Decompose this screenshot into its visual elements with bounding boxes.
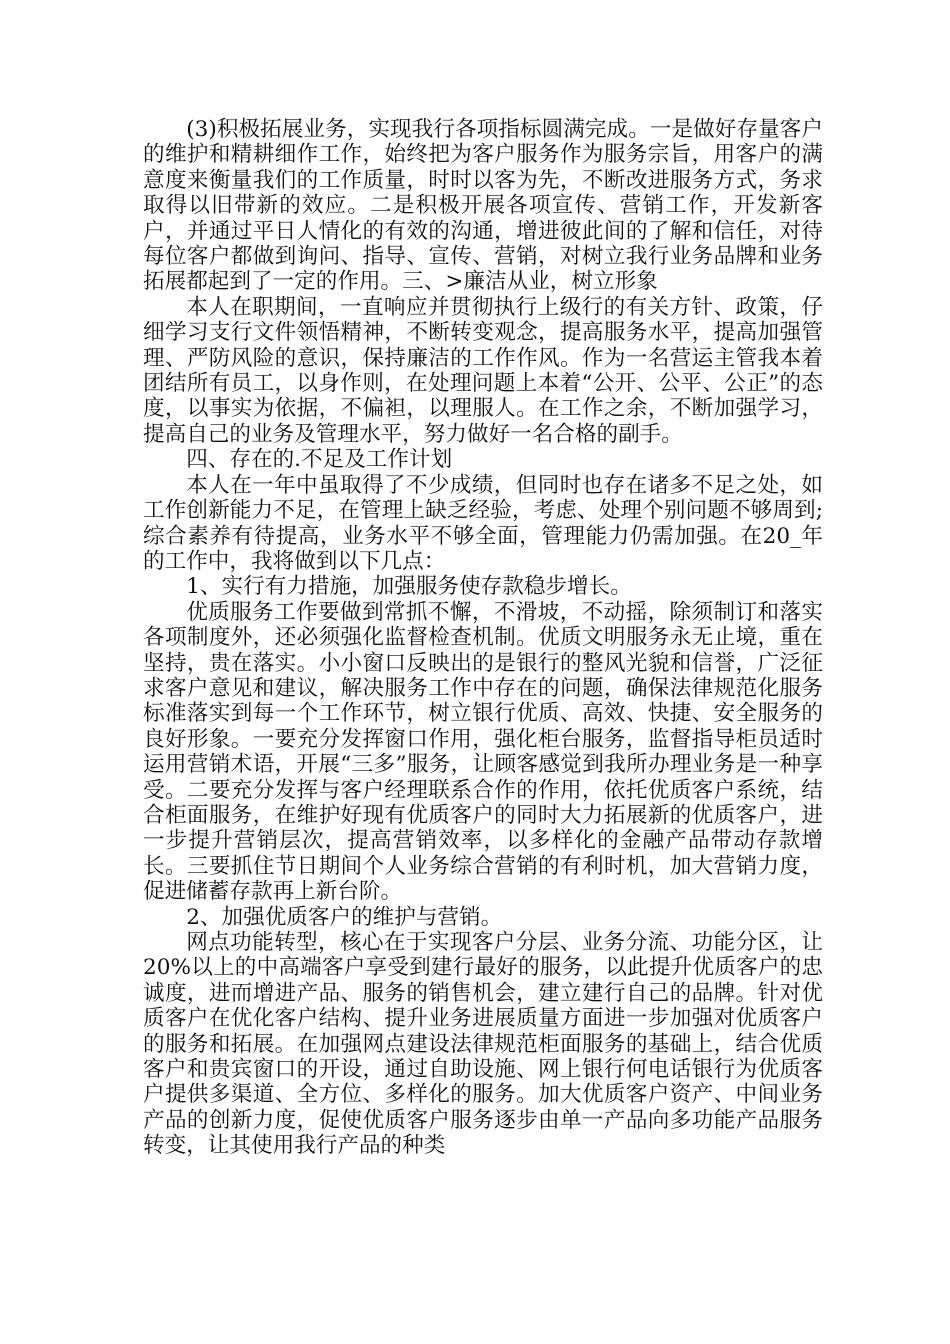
paragraph-quality-service: 优质服务工作要做到常抓不懈，不滑坡，不动摇，除须制订和落实各项制度外，还必须强化监督检查机制。优质文明服务永无止境，重在坚持，贵在落实。小小窗口反映出的是银行的整风光貌和信誉，广泛征求客户意见和建议，解决服务工作中存在的问题，确保法律规范化服务标准落实到每一个工作环节，树立银行优质、高效、快捷、安全服务的良好形象。一要充分发挥窗口作用，强化柜台服务，监督指导柜员适时运用营销术语，开展“三多”服务，让顾客感觉到我所办理业务是一种享受。二要充分发挥与客户经理联系合作的作用，依托优质客户系统，结合柜面服务，在维护好现有优质客户的同时大力拓展新的优质客户，进一步提升营销层次，提高营销效率，以多样化的金融产品带动存款增长。三要抓住节日期间个人业务综合营销的有利时机，加大营销力度，促进储蓄存款再上新台阶。 (143, 599, 823, 905)
heading-point-1: 1、实行有力措施，加强服务使存款稳步增长。 (186, 574, 632, 600)
paragraph-shortcomings: 本人在一年中虽取得了不少成绩，但同时也存在诸多不足之处，如工作创新能力不足，在管理上缺乏经验，考虑、处理个别问题不够周到;综合素养有待提高，业务水平不够全面，管理能力仍需加强。在20_年的工作中，我将做到以下几点： (143, 472, 823, 574)
paragraph-business-expansion: (3)积极拓展业务，实现我行各项指标圆满完成。一是做好存量客户的维护和精耕细作工作，始终把为客户服务作为服务宗旨，用客户的满意度来衡量我们的工作质量，时时以客为先，不断改进服务方式，务求取得以旧带新的效应。二是积极开展各项宣传、营销工作，开发新客户，并通过平日人情化的有效的沟通，增进彼此间的了解和信任，对待每位客户都做到询问、指导、宣传、营销，对树立我行业务品牌和业务拓展都起到了一定的作用。三、>廉洁从业，树立形象 (143, 117, 823, 295)
document-body (143, 117, 823, 1159)
paragraph-integrity: 本人在职期间，一直响应并贯彻执行上级行的有关方针、政策，仔细学习支行文件领悟精神，不断转变观念，提高服务水平，提高加强管理、严防风险的意识，保持廉洁的工作作风。作为一名营运主管我本着团结所有员工，以身作则，在处理问题上本着“公开、公平、公正”的态度，以事实为依据，不偏袒，以理服人。在工作之余，不断加强学习，提高自己的业务及管理水平，努力做好一名合格的副手。 (143, 294, 823, 447)
heading-point-2: 2、加强优质客户的维护与营销。 (186, 904, 503, 930)
heading-shortcomings-and-plan: 四、存在的.不足及工作计划 (186, 447, 453, 473)
paragraph-outlet-transformation: 网点功能转型，核心在于实现客户分层、业务分流、功能分区，让20%以上的中高端客户享受到建行最好的服务，以此提升优质客户的忠诚度，进而增进产品、服务的销售机会，建立建行自己的品牌。针对优质客户在优化客户结构、提升业务进展质量方面进一步加强对优质客户的服务和拓展。在加强网点建设法律规范柜面服务的基础上，结合优质客户和贵宾窗口的开设，通过自助设施、网上银行何电话银行为优质客户提供多渠道、全方位、多样化的服务。加大优质客户资产、中间业务产品的创新力度，促使优质客户服务逐步由单一产品向多功能产品服务转变，让其使用我行产品的种类 (143, 930, 823, 1159)
